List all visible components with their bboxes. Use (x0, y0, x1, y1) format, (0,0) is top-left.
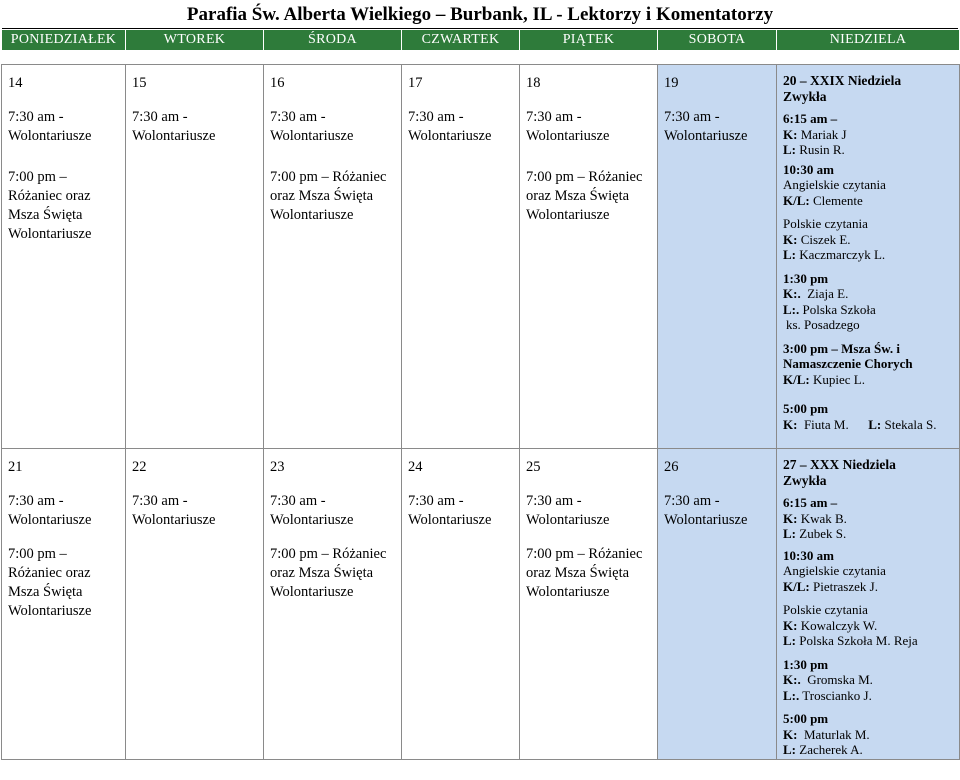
mass-300 (783, 341, 953, 388)
morning-volunteers: Wolontariusze (132, 128, 216, 144)
day-number: 25 (526, 459, 541, 475)
day-cell-23 (264, 449, 402, 760)
polish-readings-label: Polskie czytania (783, 602, 868, 617)
evening-line-2: oraz Msza Święta (270, 565, 374, 581)
evening-time: 7:00 pm – (8, 169, 67, 185)
mass-615 (783, 111, 953, 158)
evening-time: 7:00 pm – Różaniec (270, 546, 387, 562)
morning-volunteers: Wolontariusze (132, 512, 216, 528)
sunday-title-line-1: 27 – XXX Niedziela (783, 457, 896, 472)
commentator-row: K:. Gromska M. (783, 672, 873, 687)
mass-500 (783, 401, 953, 432)
commentator-row: K: Ciszek E. (783, 231, 851, 247)
day-cell-21 (2, 449, 126, 760)
mass-time: 1:30 pm (783, 270, 829, 286)
evening-volunteers: Wolontariusze (526, 584, 610, 600)
morning-time: 7:30 am - (664, 109, 720, 125)
evening-time: 7:00 pm – Różaniec (526, 169, 643, 185)
mass-1030 (783, 162, 953, 263)
morning-time: 7:30 am - (270, 493, 326, 509)
spacer-cell (2, 50, 960, 65)
evening-time: 7:00 pm – Różaniec (270, 169, 387, 185)
morning-time: 7:30 am - (8, 493, 64, 509)
evening-line-2: oraz Msza Święta (526, 188, 630, 204)
commentator-row: K: Mariak J (783, 126, 847, 142)
header-friday: PIĄTEK (520, 30, 658, 50)
morning-volunteers: Wolontariusze (8, 512, 92, 528)
lector-row: L: Kaczmarczyk L. (783, 247, 886, 262)
sunday-title-line-1: 20 – XXIX Niedziela (783, 73, 902, 88)
sunday-title-line-2: Zwykła (783, 473, 827, 488)
day-number: 14 (8, 75, 23, 91)
day-number: 18 (526, 75, 541, 91)
evening-volunteers: Wolontariusze (8, 226, 92, 242)
day-cell-18 (520, 65, 658, 449)
day-number: 16 (270, 75, 285, 91)
header-thursday: CZWARTEK (402, 30, 520, 50)
commentator-row: K: Kowalczyk W. (783, 617, 878, 633)
day-number: 21 (8, 459, 23, 475)
lector-row-2: ks. Posadzego (786, 317, 860, 332)
header-wednesday: ŚRODA (264, 30, 402, 50)
day-cell-19 (658, 65, 777, 449)
day-cell-14 (2, 65, 126, 449)
evening-line-2: oraz Msza Święta (526, 565, 630, 581)
evening-volunteers: Wolontariusze (270, 584, 354, 600)
mass-time: 10:30 am (783, 547, 834, 563)
mass-description: Namaszczenie Chorych (783, 356, 913, 371)
morning-time: 7:30 am - (132, 109, 188, 125)
day-number: 24 (408, 459, 423, 475)
mass-time: 5:00 pm (783, 711, 829, 726)
commentator-lector-row: K/L: Clemente (783, 192, 863, 208)
mass-time: 1:30 pm (783, 656, 829, 672)
evening-time: 7:00 pm – Różaniec (526, 546, 643, 562)
mass-130 (783, 657, 953, 704)
evening-line-3: Msza Święta (8, 207, 83, 223)
morning-volunteers: Wolontariusze (664, 128, 748, 144)
day-number: 19 (664, 75, 679, 91)
title-rule (2, 28, 958, 29)
day-cell-15 (126, 65, 264, 449)
sunday-title (783, 73, 953, 105)
page-title (0, 0, 960, 30)
mass-500 (783, 711, 953, 758)
page-title-text: Parafia Św. Alberta Wielkiego – Burbank, IL - Lektorzy i Komentatorzy (186, 4, 774, 25)
lector-row: L: Rusin R. (783, 142, 845, 157)
lector-row: L:. Polska Szkoła (783, 301, 876, 317)
morning-volunteers: Wolontariusze (270, 128, 354, 144)
day-cell-25 (520, 449, 658, 760)
header-saturday: SOBOTA (658, 30, 777, 50)
weekday-header-row (2, 30, 960, 50)
polish-readings-label: Polskie czytania (783, 216, 868, 231)
day-number: 23 (270, 459, 285, 475)
day-cell-17 (402, 65, 520, 449)
mass-time: 6:15 am – (783, 111, 838, 126)
morning-time: 7:30 am - (526, 109, 582, 125)
day-number: 26 (664, 459, 679, 475)
morning-time: 7:30 am - (664, 493, 720, 509)
english-readings-label: Angielskie czytania (783, 563, 886, 578)
morning-time: 7:30 am - (408, 109, 464, 125)
morning-time: 7:30 am - (8, 109, 64, 125)
evening-line-2: Różaniec oraz (8, 188, 91, 204)
day-cell-24 (402, 449, 520, 760)
evening-line-3: Msza Święta (8, 584, 83, 600)
sunday-title-line-2: Zwykła (783, 89, 827, 104)
day-cell-20-sunday (777, 65, 960, 449)
day-cell-27-sunday (777, 449, 960, 760)
morning-volunteers: Wolontariusze (270, 512, 354, 528)
header-spacer (2, 50, 960, 65)
lector-row: L: Zacherek A. (783, 742, 863, 757)
english-readings-label: Angielskie czytania (783, 177, 886, 192)
day-cell-16 (264, 65, 402, 449)
commentator-row: K: Kwak B. (783, 510, 847, 526)
header-monday: PONIEDZIAŁEK (2, 30, 126, 50)
morning-time: 7:30 am - (132, 493, 188, 509)
evening-line-2: oraz Msza Święta (270, 188, 374, 204)
evening-volunteers: Wolontariusze (270, 207, 354, 223)
commentator-row: K:. Ziaja E. (783, 286, 849, 301)
day-cell-26 (658, 449, 777, 760)
mass-time: 3:00 pm – Msza Św. i (783, 340, 900, 356)
day-number: 22 (132, 459, 147, 475)
commentator-row: K: Maturlak M. (783, 726, 870, 742)
lector-row: L: Polska Szkoła M. Reja (783, 633, 918, 648)
header-tuesday: WTOREK (126, 30, 264, 50)
evening-volunteers: Wolontariusze (8, 603, 92, 619)
mass-615 (783, 495, 953, 542)
mass-time: 6:15 am – (783, 495, 838, 510)
calendar-table (1, 30, 960, 760)
lector-row: L: Zubek S. (783, 526, 847, 541)
week-row-1 (2, 65, 960, 449)
morning-volunteers: Wolontariusze (408, 512, 492, 528)
mass-time: 5:00 pm (783, 401, 829, 416)
commentator-lector-row: K: Fiuta M. L: Stekala S. (783, 416, 937, 432)
evening-line-2: Różaniec oraz (8, 565, 91, 581)
evening-volunteers: Wolontariusze (526, 207, 610, 223)
day-number: 17 (408, 75, 423, 91)
mass-1030 (783, 548, 953, 649)
morning-time: 7:30 am - (270, 109, 326, 125)
day-cell-22 (126, 449, 264, 760)
morning-volunteers: Wolontariusze (408, 128, 492, 144)
morning-time: 7:30 am - (526, 493, 582, 509)
commentator-lector-row: K/L: Kupiec L. (783, 371, 865, 387)
header-sunday: NIEDZIELA (777, 30, 960, 50)
sunday-title (783, 457, 953, 489)
week-row-2 (2, 449, 960, 760)
lector-row: L:. Troscianko J. (783, 687, 872, 703)
morning-volunteers: Wolontariusze (8, 128, 92, 144)
morning-volunteers: Wolontariusze (526, 512, 610, 528)
day-number: 15 (132, 75, 147, 91)
mass-130 (783, 271, 953, 333)
commentator-lector-row: K/L: Pietraszek J. (783, 578, 878, 594)
morning-volunteers: Wolontariusze (526, 128, 610, 144)
morning-volunteers: Wolontariusze (664, 512, 748, 528)
morning-time: 7:30 am - (408, 493, 464, 509)
mass-time: 10:30 am (783, 161, 834, 177)
evening-time: 7:00 pm – (8, 546, 67, 562)
